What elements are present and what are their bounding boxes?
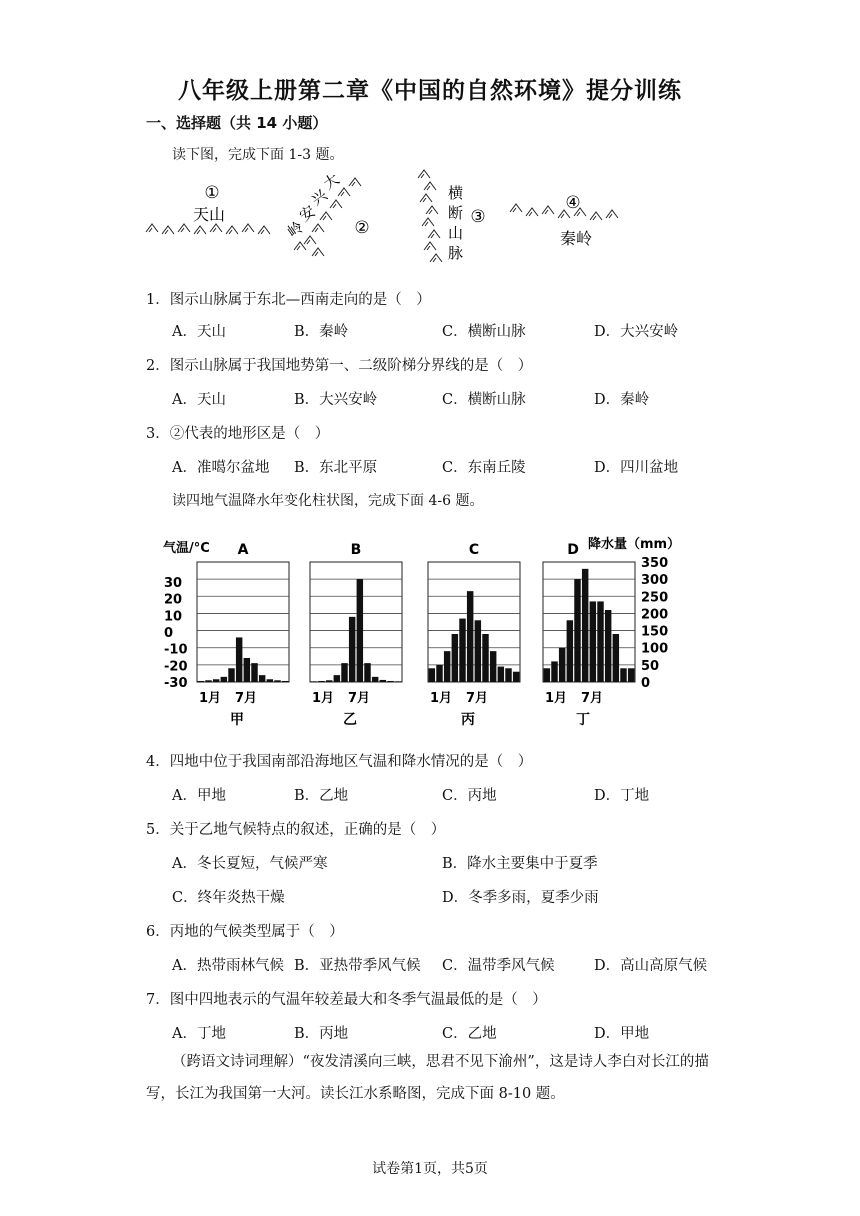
panel-name: 乙 — [343, 712, 357, 728]
mountain-1-name: 天山 — [192, 205, 226, 224]
q4-option-b[interactable]: B．乙地 — [294, 788, 349, 804]
precip-tick-label: 100 — [641, 641, 669, 657]
precip-bar — [380, 680, 386, 682]
mountain-2-char-4: 岭 — [283, 217, 307, 242]
precip-bar — [334, 675, 340, 682]
q7-option-d[interactable]: D．甲地 — [594, 1026, 650, 1042]
q6-option-b[interactable]: B．亚热带季风气候 — [294, 958, 421, 974]
precip-bar — [452, 634, 458, 682]
precip-bar — [326, 680, 332, 682]
mountain-4-number: ④ — [565, 193, 581, 213]
x-label-jan: 1月 — [430, 691, 453, 706]
precip-bar — [259, 675, 265, 682]
question-6: 6．丙地的气候类型属于（ ） — [146, 924, 344, 940]
precip-bar — [574, 579, 580, 682]
q7-option-a[interactable]: A．丁地 — [172, 1026, 226, 1042]
precip-bar — [372, 677, 378, 682]
precip-bar — [490, 651, 496, 682]
q3-option-b[interactable]: B．东北平原 — [294, 460, 378, 476]
precip-axis-label: 降水量（mm） — [588, 537, 681, 552]
temp-tick-label: 0 — [164, 626, 174, 641]
q2-option-c[interactable]: C．横断山脉 — [442, 392, 526, 408]
precip-bar — [605, 610, 611, 682]
mountain-2-char-2: 兴 — [307, 185, 331, 210]
question-3: 3．②代表的地形区是（ ） — [146, 426, 330, 442]
precip-tick-label: 200 — [641, 607, 669, 623]
q6-option-c[interactable]: C．温带季风气候 — [442, 958, 555, 974]
mountain-3-char-2: 断 — [448, 204, 464, 222]
instruction-4-6: 读四地气温降水年变化柱状图，完成下面 4-6 题。 — [172, 493, 484, 509]
precip-bar — [620, 668, 626, 682]
precip-bar — [282, 681, 288, 682]
q2-option-b[interactable]: B．大兴安岭 — [294, 392, 378, 408]
section-heading: 一、选择题（共 14 小题） — [146, 114, 328, 132]
q5-option-a[interactable]: A．冬长夏短，气候严寒 — [172, 856, 328, 872]
q1-option-c[interactable]: C．横断山脉 — [442, 324, 526, 340]
precip-bar — [318, 681, 324, 682]
precip-bar — [590, 601, 596, 682]
precip-bar — [341, 663, 347, 682]
reading-passage: （跨语文诗词理解）“夜发清溪向三峡，思君不见下渝州”，这是诗人李白对长江的描写，长江为我国第一大河。读长江水系略图，完成下面 8-10 题。 — [146, 1054, 709, 1102]
panel-name: 丙 — [461, 712, 475, 728]
panel-name: 丁 — [576, 712, 590, 728]
q6-option-d[interactable]: D．高山高原气候 — [594, 958, 708, 974]
q4-option-d[interactable]: D．丁地 — [594, 788, 650, 804]
mountain-map-figure — [0, 168, 860, 278]
tianshan-mountain-symbols — [146, 224, 270, 234]
precip-bar — [505, 668, 511, 682]
page-title: 八年级上册第二章《中国的自然环境》提分训练 — [178, 78, 682, 104]
precip-bar — [628, 668, 634, 682]
precip-bar — [597, 601, 603, 682]
precip-bar — [395, 681, 401, 682]
precip-bar — [544, 668, 550, 682]
precip-tick-label: 300 — [641, 573, 669, 589]
precip-bar — [429, 668, 435, 682]
precip-bar — [613, 634, 619, 682]
precip-bar — [213, 679, 219, 682]
temp-tick-label: -30 — [164, 676, 188, 691]
q3-option-c[interactable]: C．东南丘陵 — [442, 460, 526, 476]
instruction-1-3: 读下图，完成下面 1-3 题。 — [172, 147, 344, 163]
precip-bar — [387, 681, 393, 682]
precip-bar — [582, 569, 588, 682]
x-label-jul: 7月 — [348, 691, 371, 706]
page-footer: 试卷第1页，共5页 — [372, 1161, 488, 1177]
precip-bar — [444, 651, 450, 682]
panel-letter: B — [350, 542, 362, 558]
panel-name: 甲 — [230, 712, 244, 728]
panel-letter: C — [468, 542, 480, 558]
temp-tick-label: 20 — [164, 592, 183, 608]
mountain-3-char-4: 脉 — [448, 244, 464, 262]
mountain-4-name: 秦岭 — [559, 229, 593, 248]
x-label-jul: 7月 — [466, 691, 489, 706]
q1-option-d[interactable]: D．大兴安岭 — [594, 324, 679, 340]
precip-tick-label: 0 — [641, 676, 651, 691]
q5-option-d[interactable]: D．冬季多雨，夏季少雨 — [442, 890, 599, 906]
precip-bar — [274, 680, 280, 682]
panel-letter: A — [237, 542, 249, 558]
mountain-2-number: ② — [354, 218, 370, 238]
precip-bar — [228, 668, 234, 682]
hengduan-mountain-symbols — [418, 170, 442, 262]
q5-option-c[interactable]: C．终年炎热干燥 — [172, 890, 285, 906]
question-4: 4．四地中位于我国南部沿海地区气温和降水情况的是（ ） — [146, 754, 533, 770]
question-1: 1．图示山脉属于东北—西南走向的是（ ） — [146, 292, 431, 308]
mountain-1-number: ① — [204, 183, 220, 203]
precip-bar — [436, 665, 442, 682]
question-7: 7．图中四地表示的气温年较差最大和冬季气温最低的是（ ） — [146, 992, 547, 1008]
precip-bar — [364, 663, 370, 682]
mountain-3-number: ③ — [470, 207, 486, 227]
precip-bar — [251, 663, 257, 682]
mountain-3-char-1: 横 — [448, 184, 464, 202]
x-label-jul: 7月 — [235, 691, 258, 706]
precip-bar — [559, 648, 565, 682]
qinling-mountain-symbols — [510, 204, 618, 220]
x-label-jan: 1月 — [312, 691, 335, 706]
q3-option-a[interactable]: A．准噶尔盆地 — [172, 460, 270, 476]
precip-bar — [467, 591, 473, 682]
precip-bar — [482, 634, 488, 682]
panel-frame — [428, 562, 520, 682]
precip-bar — [221, 677, 227, 682]
precip-bar — [475, 620, 481, 682]
temp-tick-label: 10 — [164, 609, 183, 625]
x-label-jan: 1月 — [199, 691, 222, 706]
precip-tick-label: 50 — [641, 658, 660, 674]
x-label-jan: 1月 — [545, 691, 568, 706]
q1-option-b[interactable]: B．秦岭 — [294, 324, 349, 340]
q3-option-d[interactable]: D．四川盆地 — [594, 460, 679, 476]
q5-option-b[interactable]: B．降水主要集中于夏季 — [442, 856, 598, 872]
climate-charts — [0, 526, 860, 746]
q7-option-b[interactable]: B．丙地 — [294, 1026, 349, 1042]
mountain-2-char-1: 大 — [319, 169, 343, 194]
temp-tick-label: 30 — [164, 576, 183, 591]
q2-option-a[interactable]: A．天山 — [172, 392, 226, 408]
panel-letter: D — [567, 542, 579, 558]
question-5: 5．关于乙地气候特点的叙述，正确的是（ ） — [146, 822, 446, 838]
precip-bar — [198, 681, 204, 682]
q4-option-c[interactable]: C．丙地 — [442, 788, 497, 804]
question-2: 2．图示山脉属于我国地势第一、二级阶梯分界线的是（ ） — [146, 358, 533, 374]
q1-option-a[interactable]: A．天山 — [172, 324, 226, 340]
mountain-2-char-3: 安 — [295, 201, 319, 226]
q4-option-a[interactable]: A．甲地 — [172, 788, 226, 804]
precip-bar — [513, 672, 519, 682]
q7-option-c[interactable]: C．乙地 — [442, 1026, 497, 1042]
temp-axis-label: 气温/°C — [163, 541, 210, 556]
precip-bar — [357, 579, 363, 682]
panel-frame — [310, 562, 402, 682]
precip-tick-label: 250 — [641, 590, 669, 606]
q2-option-d[interactable]: D．秦岭 — [594, 392, 650, 408]
precip-bar — [244, 658, 250, 682]
x-label-jul: 7月 — [581, 691, 604, 706]
precip-bar — [349, 617, 355, 682]
temp-tick-label: -10 — [164, 642, 188, 658]
precip-bar — [267, 679, 273, 682]
precip-tick-label: 150 — [641, 624, 669, 640]
precip-bar — [567, 620, 573, 682]
temp-tick-label: -20 — [164, 659, 188, 675]
precip-bar — [236, 637, 242, 682]
mountain-3-char-3: 山 — [448, 224, 464, 242]
precip-bar — [498, 667, 504, 682]
precip-bar — [459, 619, 465, 682]
precip-tick-label: 350 — [641, 556, 669, 571]
panel-frame — [197, 562, 289, 682]
precip-bar — [311, 681, 317, 682]
precip-bar — [205, 680, 211, 682]
q6-option-a[interactable]: A．热带雨林气候 — [172, 958, 284, 974]
precip-bar — [551, 661, 557, 682]
